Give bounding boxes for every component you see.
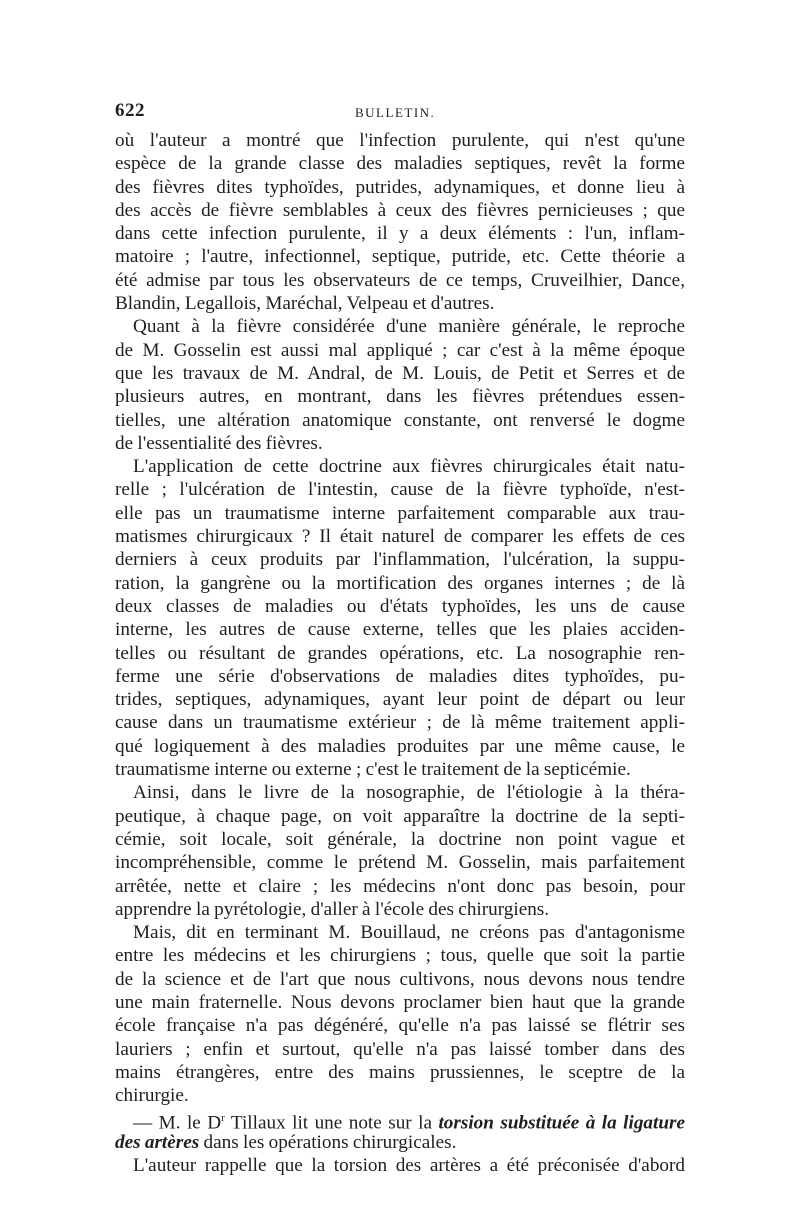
italic-title: torsion substituée à la ligature (438, 1112, 686, 1134)
text-line: apprendre la pyrétologie, d'aller à l'école des chirurgiens. (115, 898, 550, 920)
text-line: que les travaux de M. Andral, de M. Louis, de Petit et Serres et de (115, 362, 685, 384)
text-line: trides, septiques, adynamiques, ayant leur point de départ ou leur (115, 689, 685, 711)
text-line: cémie, soit locale, soit générale, la doctrine non point vague et (115, 828, 685, 850)
text-line: deux classes de maladies ou d'états typhoïdes, les uns de cause (115, 595, 685, 617)
text-line: Blandin, Legallois, Maréchal, Velpeau et d'autres. (115, 293, 495, 315)
text-line: de l'essentialité des fièvres. (115, 432, 323, 454)
book-page (115, 96, 685, 1177)
text-line: espèce de la grande classe des maladies septiques, revêt la forme (115, 153, 685, 175)
page-header (115, 96, 685, 126)
text-line: Quant à la fièvre considérée d'une manière générale, le reproche (133, 316, 685, 338)
text-line: dans cette infection purulente, il y a deux éléments : l'un, inflam- (115, 223, 685, 245)
text-line: des accès de fièvre semblables à ceux des fièvres pernicieuses ; que (115, 199, 685, 221)
text-line: L'auteur rappelle que la torsion des artères a été préconisée d'abord (133, 1155, 685, 1177)
text-line: lauriers ; enfin et surtout, qu'elle n'a pas laissé tomber dans des (115, 1038, 685, 1060)
text-line: où l'auteur a montré que l'infection purulente, qui n'est qu'une (115, 130, 685, 151)
text-line: arrêtée, nette et claire ; les médecins n'ont donc pas besoin, pour (115, 875, 685, 897)
text-line: école française n'a pas dégénéré, qu'elle n'a pas laissé se flétrir ses (115, 1015, 685, 1037)
text-line: de M. Gosselin est aussi mal appliqué ; car c'est à la même époque (115, 339, 685, 361)
text-line: ration, la gangrène ou la mortification des organes internes ; de là (115, 572, 685, 594)
text-line: interne, les autres de cause externe, telles que les plaies acciden- (115, 619, 685, 641)
text-line: des artères dans les opérations chirurgicales. (115, 1131, 457, 1153)
running-head: BULLETIN. (355, 105, 436, 120)
text-line: elle pas un traumatisme interne parfaitement comparable aux trau- (115, 502, 685, 524)
text-line: des fièvres dites typhoïdes, putrides, adynamiques, et donne lieu à (115, 176, 685, 198)
page-number: 622 (115, 100, 145, 121)
text-line: Mais, dit en terminant M. Bouillaud, ne créons pas d'antagonisme (133, 922, 685, 944)
text-line: cause dans un traumatisme extérieur ; de là même traitement appli- (115, 712, 685, 734)
text-line: matismes chirurgicaux ? Il était naturel de comparer les effets de ces (115, 526, 685, 548)
text-line: tielles, une altération anatomique constante, ont renversé le dogme (115, 409, 685, 431)
text-line: — M. le $D^r$ Tillaux lit une note sur la torsion substituée à la ligature (133, 1112, 686, 1134)
text-line: entre les médecins et les chirurgiens ; tous, quelle que soit la partie (115, 945, 685, 967)
text-line: été admise par tous les observateurs de ce temps, Cruveilhier, Dance, (115, 269, 685, 291)
text-line: telles ou résultant de grandes opérations, etc. La nosographie ren- (115, 642, 685, 664)
text-line: plusieurs autres, en montrant, dans les fièvres prétendues essen- (115, 386, 685, 408)
text-line: relle ; l'ulcération de l'intestin, cause de la fièvre typhoïde, n'est- (115, 479, 685, 501)
text-line: qué logiquement à des maladies produites par une même cause, le (115, 735, 685, 757)
text-line: mains étrangères, entre des mains prussiennes, le sceptre de la (115, 1061, 685, 1083)
text-line: chirurgie. (115, 1085, 189, 1107)
text-line: de la science et de l'art que nous cultivons, nous devons nous tendre (115, 968, 685, 990)
text-line: L'application de cette doctrine aux fièvres chirurgicales était natu- (133, 456, 685, 478)
final-paragraph (115, 1107, 685, 1177)
text-line: incompréhensible, comme le prétend M. Gosselin, mais parfaitement (115, 852, 685, 874)
text-line: matoire ; l'autre, infectionnel, septique, putride, etc. Cette théorie a (115, 246, 685, 268)
body-text (115, 129, 685, 1107)
text-line: ferme une série d'observations de maladies dites typhoïdes, pu- (115, 665, 685, 687)
text-line: peutique, à chaque page, on voit apparaître la doctrine de la septi- (115, 805, 685, 827)
italic-title: des artères (115, 1131, 200, 1153)
text-line: une main fraternelle. Nous devons proclamer bien haut que la grande (115, 991, 685, 1013)
text-line: traumatisme interne ou externe ; c'est le traitement de la septicémie. (115, 759, 631, 781)
text-line: derniers à ceux produits par l'inflammation, l'ulcération, la suppu- (115, 549, 685, 571)
text-line: Ainsi, dans le livre de la nosographie, de l'étiologie à la théra- (133, 782, 685, 804)
